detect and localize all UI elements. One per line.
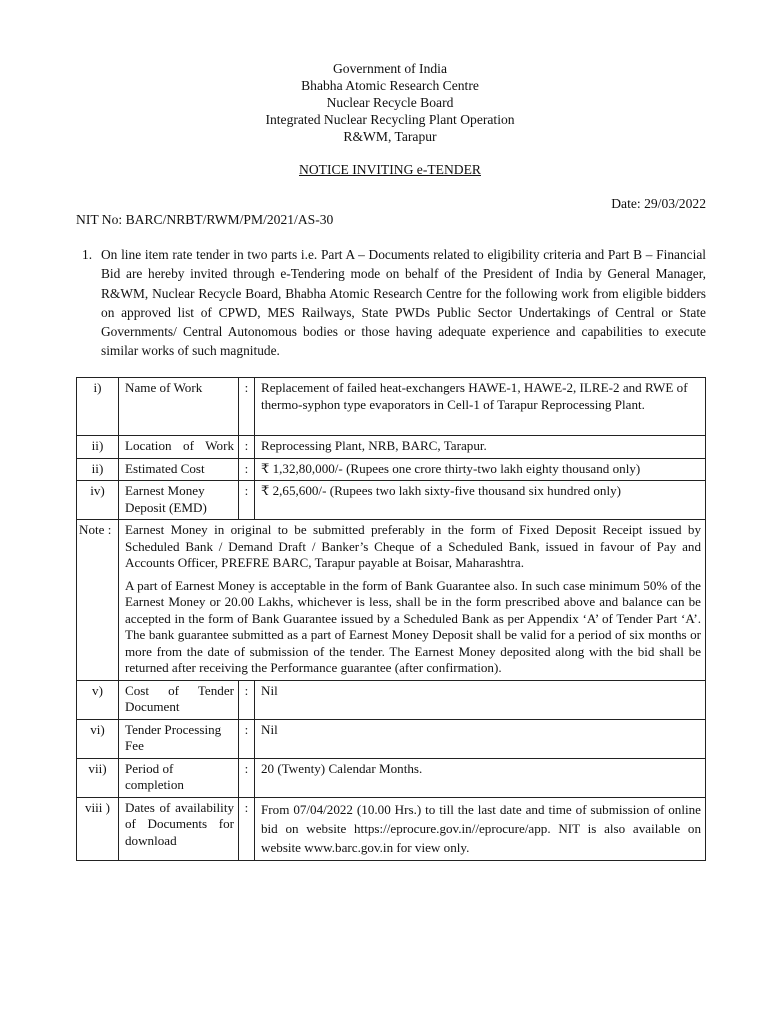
header-line-government: Government of India	[332, 61, 447, 76]
notice-title: NOTICE INVITING e-TENDER	[299, 162, 481, 177]
table-row	[77, 436, 706, 459]
notice-date: Date: 29/03/2022	[611, 196, 706, 211]
row-colon: :	[239, 481, 255, 520]
table-row	[77, 680, 706, 719]
row-number: ii)	[77, 458, 119, 481]
header-line-nrb: Nuclear Recycle Board	[326, 95, 454, 110]
header-line-rwm: R&WM, Tarapur	[343, 129, 437, 144]
paragraph-number: 1.	[82, 247, 93, 262]
note-label: Note :	[77, 520, 119, 681]
issuing-authority-header	[0, 60, 770, 145]
row-colon: :	[239, 719, 255, 758]
row-label: Dates of availability of Documents for download	[119, 797, 239, 860]
row-value: Replacement of failed heat-exchangers HAWE-1, HAWE-2, ILRE-2 and RWE of thermo-syphon type evaporators in Cell-1 of Tarapur Reprocessing Plant.	[255, 378, 706, 436]
row-value: From 07/04/2022 (10.00 Hrs.) to till the last date and time of submission of online bid on website https://eprocure.gov.in//eprocure/app. NIT is also available on website www.barc.gov.in for view only.	[255, 797, 706, 860]
header-line-barc: Bhabha Atomic Research Centre	[301, 78, 479, 93]
table-row	[77, 758, 706, 797]
table-row	[77, 797, 706, 860]
row-colon: :	[239, 378, 255, 436]
row-value: Nil	[255, 680, 706, 719]
row-number: vi)	[77, 719, 119, 758]
row-number: ii)	[77, 436, 119, 459]
row-colon: :	[239, 680, 255, 719]
row-colon: :	[239, 458, 255, 481]
table-row	[77, 458, 706, 481]
row-label: Period of completion	[119, 758, 239, 797]
header-line-inrpo: Integrated Nuclear Recycling Plant Operation	[265, 112, 515, 127]
row-label: Name of Work	[119, 378, 239, 436]
paragraph-text: On line item rate tender in two parts i.e. Part A – Documents related to eligibility criteria and Part B – Financial Bid are hereby invited through e-Tendering mode on behalf of the President of India by General Manager, R&WM, Nuclear Recycle Board, Bhabha Atomic Research Centre for the following work from eligible bidders on approved list of CPWD, MES Railways, State PWDs Public Sector Undertakings of Central or State Governments/ Central Autonomous bodies or those having adequate experience and capabilities to execute similar works of such magnitude.	[101, 247, 706, 359]
row-number: viii )	[77, 797, 119, 860]
note-paragraph-1: Earnest Money in original to be submitted preferably in the form of Fixed Deposit Receipt issued by Scheduled Bank / Demand Draft / Banker’s Cheque of a Scheduled Bank, issued in favour of Pay and Accounts Officer, PREFRE BARC, Tarapur payable at Boisar, Maharashtra.	[125, 522, 701, 570]
row-colon: :	[239, 436, 255, 459]
row-value: ₹ 2,65,600/- (Rupees two lakh sixty-five thousand six hundred only)	[255, 481, 706, 520]
row-value: 20 (Twenty) Calendar Months.	[255, 758, 706, 797]
table-row	[77, 719, 706, 758]
paragraph-1	[82, 245, 706, 361]
row-number: iv)	[77, 481, 119, 520]
row-colon: :	[239, 758, 255, 797]
table-row	[77, 378, 706, 436]
row-value: ₹ 1,32,80,000/- (Rupees one crore thirty-two lakh eighty thousand only)	[255, 458, 706, 481]
nit-number: NIT No: BARC/NRBT/RWM/PM/2021/AS-30	[76, 212, 334, 227]
note-paragraph-2: A part of Earnest Money is acceptable in the form of Bank Guarantee also. In such case minimum 50% of the Earnest Money or 20.00 Lakhs, whichever is less, shall be in the form prescribed above and balance can be accepted in the form of Bank Guarantee issued by a Scheduled Bank as per Appendix ‘A’ of Tender Part ‘A’. The bank guarantee submitted as a part of Earnest Money Deposit shall be valid for a period of six months or more from the date of submission of the tender. The Earnest Money deposited along with the bid shall be returned after receiving the Performance guarantee (after confirmation).	[125, 577, 701, 675]
row-label: Earnest Money Deposit (EMD)	[119, 481, 239, 520]
row-label: Location of Work	[119, 436, 239, 459]
row-number: vii)	[77, 758, 119, 797]
note-content	[119, 520, 706, 681]
row-value: Reprocessing Plant, NRB, BARC, Tarapur.	[255, 436, 706, 459]
row-label: Cost of Tender Document	[119, 680, 239, 719]
row-number: i)	[77, 378, 119, 436]
row-colon: :	[239, 797, 255, 860]
row-label: Tender Processing Fee	[119, 719, 239, 758]
row-label: Estimated Cost	[119, 458, 239, 481]
row-value: Nil	[255, 719, 706, 758]
table-row	[77, 481, 706, 520]
tender-details-table	[76, 377, 706, 861]
note-row	[77, 520, 706, 681]
row-number: v)	[77, 680, 119, 719]
